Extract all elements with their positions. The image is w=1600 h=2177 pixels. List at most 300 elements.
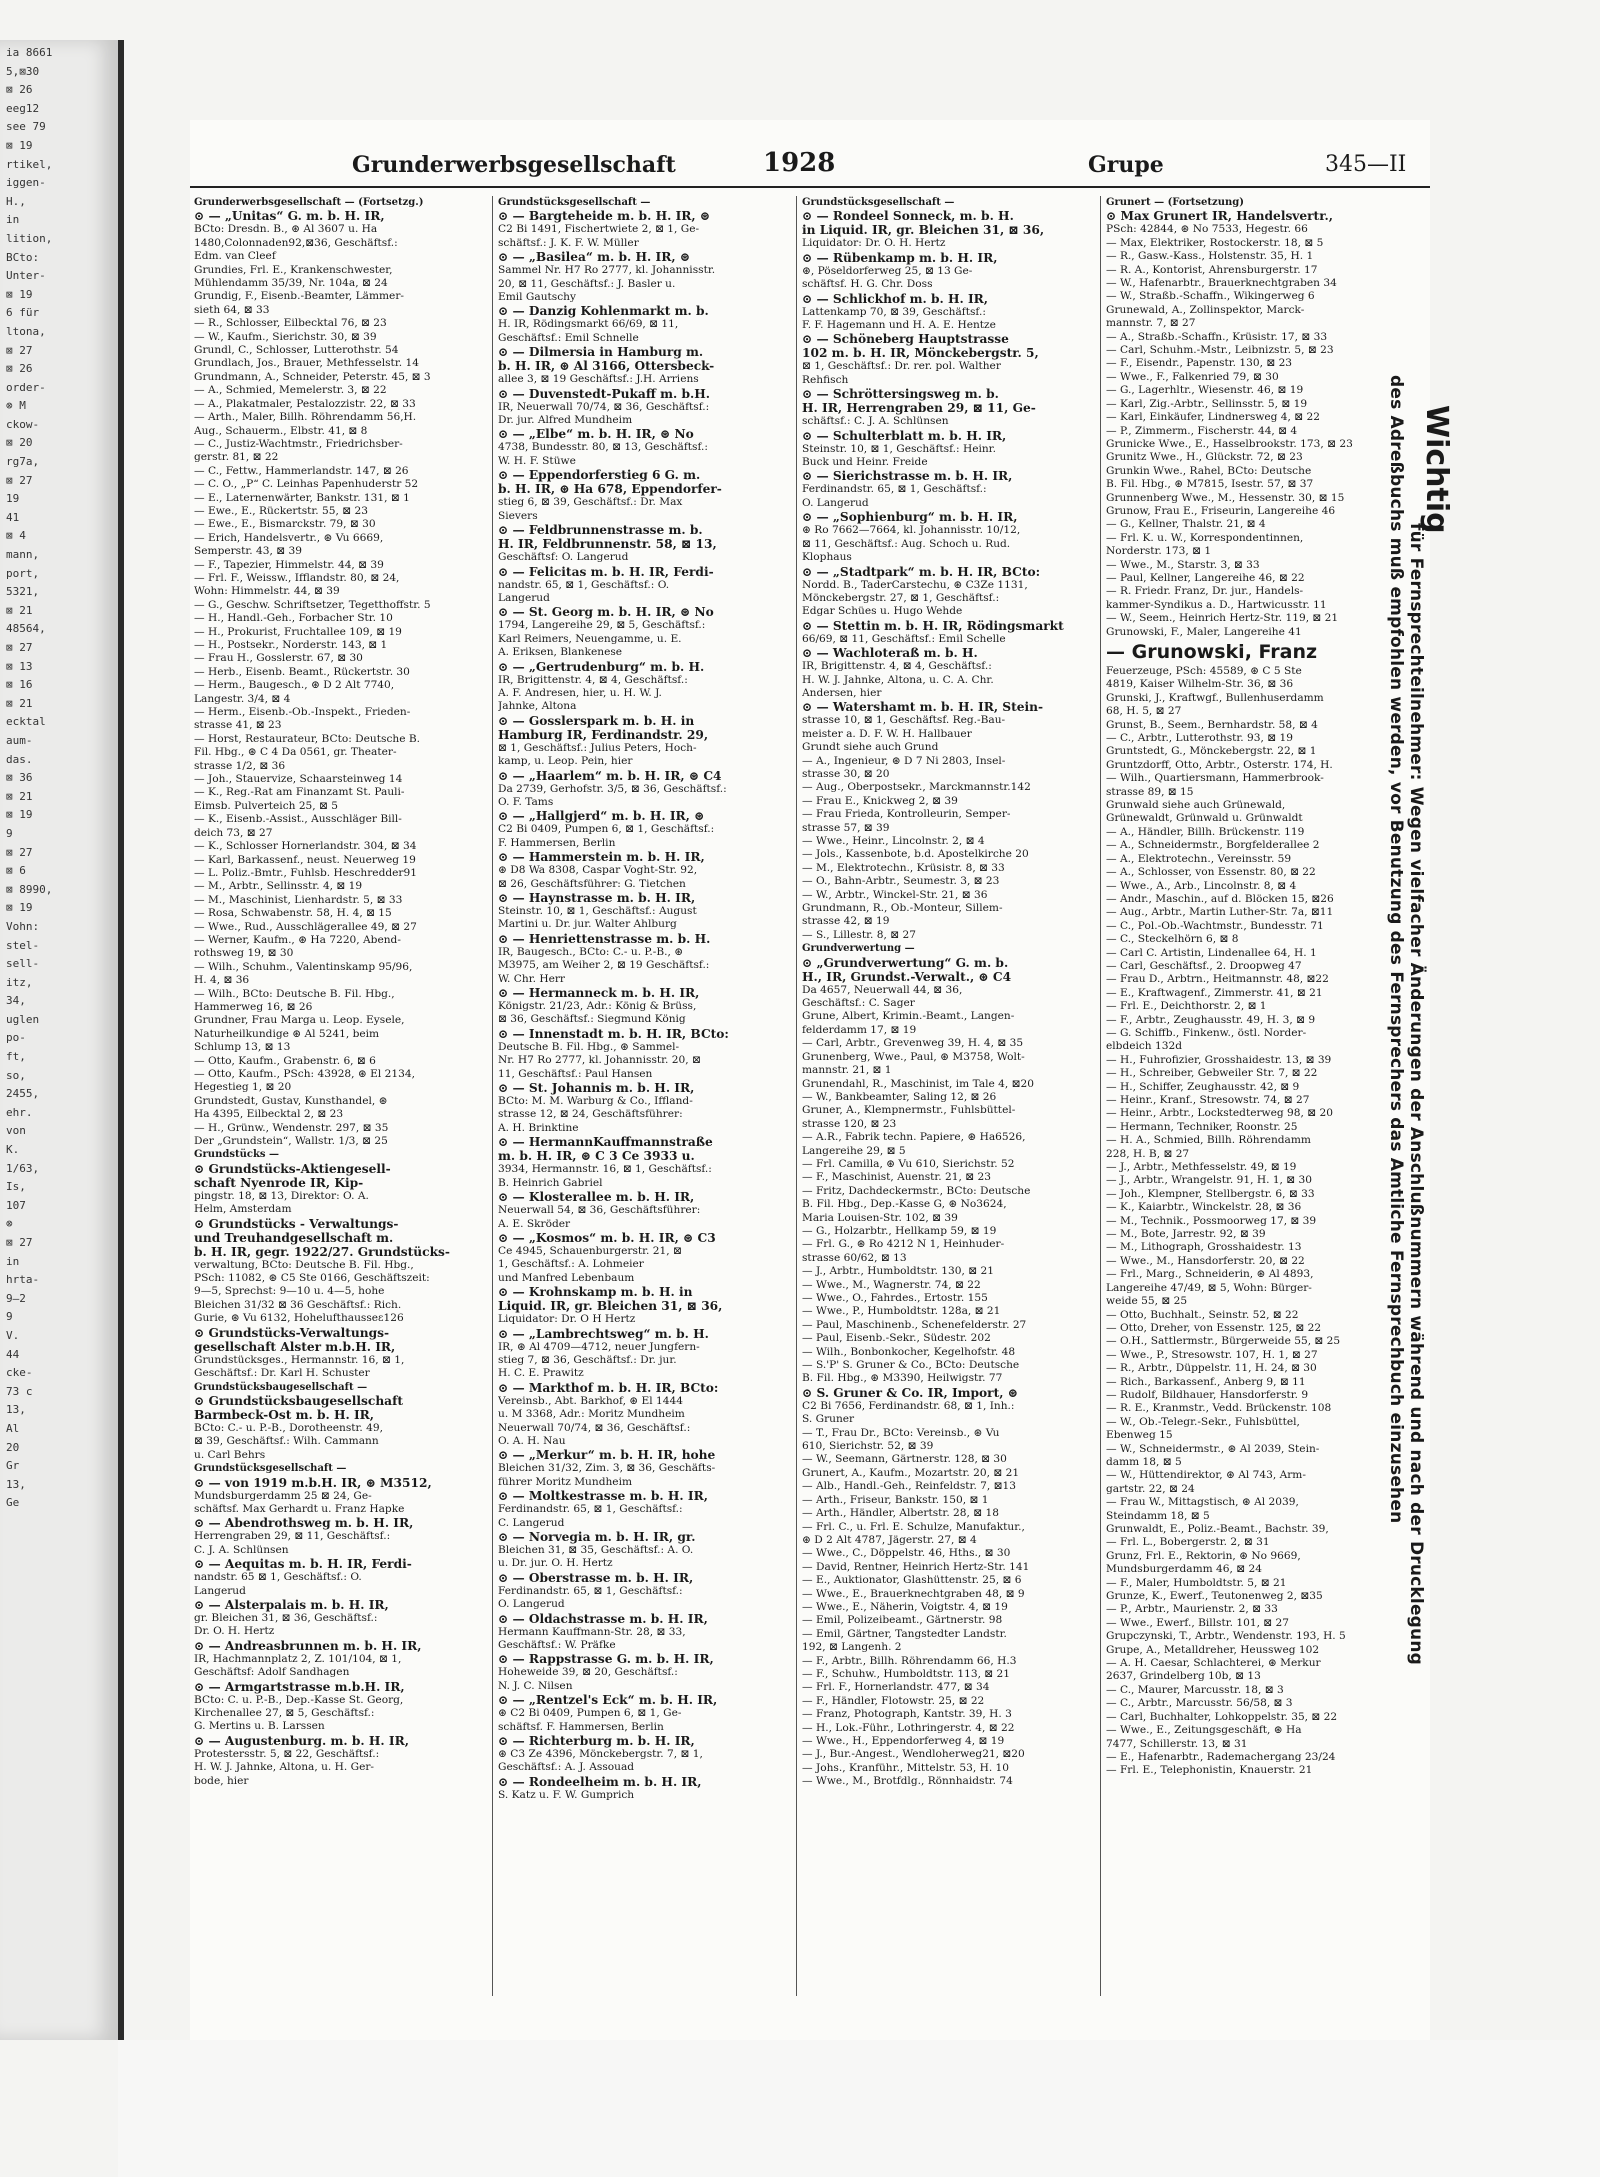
entry-line: Grundstücksges., Hermannstr. 16, ⊠ 1, xyxy=(194,1353,405,1366)
entry-heading: ⊙ — „Sophienburg“ m. b. H. IR, xyxy=(802,510,1018,525)
gutter-fragment: lition, xyxy=(6,231,53,245)
entry-line: — Karl, Einkäufer, Lindnersweg 4, ⊠ 22 xyxy=(1106,411,1321,424)
entry-heading: ⊙ — St. Johannis m. b. H. IR, xyxy=(498,1081,695,1096)
entry-heading: ⊙ — von 1919 m.b.H. IR, ⊛ M3512, xyxy=(194,1475,432,1490)
entry-heading: ⊙ — „Gertrudenburg“ m. b. H. xyxy=(498,659,705,674)
entry-heading: in Liquid. IR, gr. Bleichen 31, ⊠ 36, xyxy=(802,223,1045,238)
section-header: Grundstücksgesellschaft — xyxy=(802,197,955,208)
entry-line: — A., Straßb.-Schaffn., Krüsistr. 17, ⊠ 33 xyxy=(1106,330,1328,343)
gutter-fragment: see 79 xyxy=(6,120,46,134)
entry-line: H. 4, ⊠ 36 xyxy=(194,974,250,987)
entry-line: — C., Steckelhörn 6, ⊠ 8 xyxy=(1106,933,1239,946)
entry-line: deich 73, ⊠ 27 xyxy=(194,826,273,839)
entry-line: Grunicke Wwe., E., Hasselbrookstr. 173, ⊠ 23 xyxy=(1106,437,1353,450)
entry-line: — Wwe., M., Brotfdlg., Rönnhaidstr. 74 xyxy=(802,1775,1013,1788)
entry-line: ⊛ D8 Wa 8308, Caspar Voght-Str. 92, xyxy=(498,864,698,877)
entry-line: — H., Grünw., Wendenstr. 297, ⊠ 35 xyxy=(194,1121,389,1134)
entry-line: — W., Hüttendirektor, ⊛ Al 743, Arm- xyxy=(1106,1469,1306,1482)
entry-line: Steinstr. 10, ⊠ 1, Geschäftsf.: August xyxy=(498,905,697,917)
entry-heading: 102 m. b. H. IR, Mönckebergstr. 5, xyxy=(802,346,1039,361)
entry-line: — Heinr., Kranf., Stresowstr. 74, ⊠ 27 xyxy=(1106,1094,1310,1106)
entry-line: Hermann Kauffmann-Str. 28, ⊠ 33, xyxy=(498,1625,686,1638)
entry-line: 66/69, ⊠ 11, Geschäftsf.: Emil Schelle xyxy=(802,632,1006,645)
entry-line: Rehfisch xyxy=(802,373,849,386)
entry-line: M3975, am Weiher 2, ⊠ 19 Geschäftsf.: xyxy=(498,959,710,972)
entry-line: Neuerwall 54, ⊠ 36, Geschäftsführer: xyxy=(498,1204,701,1217)
entry-line: gr. Bleichen 31, ⊠ 36, Geschäftsf.: xyxy=(194,1611,378,1624)
running-head xyxy=(190,142,1430,182)
entry-line: — A., Schneidermstr., Borgfelderallee 2 xyxy=(1106,839,1320,852)
entry-line: — C., Arbtr., Lutterothstr. 93, ⊠ 19 xyxy=(1106,732,1293,745)
entry-line: — Joh., Stauervize, Schaarsteinweg 14 xyxy=(194,773,403,786)
gutter-fragment: rtikel, xyxy=(6,157,53,171)
entry-line: — H., Prokurist, Fruchtallee 109, ⊠ 19 xyxy=(194,625,402,638)
section-header: Grunert — (Fortsetzung) xyxy=(1106,197,1244,208)
entry-line: strasse 57, ⊠ 39 xyxy=(802,821,890,834)
running-head-center: Grupe xyxy=(1088,152,1164,178)
gutter-fragment: ⊠ 6 xyxy=(6,864,26,878)
entry-line: ⊠ 11, Geschäftsf.: Aug. Schoch u. Rud. xyxy=(802,537,1011,550)
entry-line: Aug., Schauerm., Elbstr. 41, ⊠ 8 xyxy=(194,424,368,437)
entry-line: Grundmann, R., Ob.-Monteur, Sillem- xyxy=(802,902,1003,915)
entry-line: — J., Bur.-Angest., Wendloherweg21, ⊠20 xyxy=(802,1748,1025,1761)
entry-line: — F., Arbtr., Zeughausstr. 49, H. 3, ⊠ 9 xyxy=(1106,1013,1316,1026)
gutter-fragment: ⊠ 36 xyxy=(6,771,33,785)
entry-heading: ⊙ — Oberstrasse m. b. H. IR, xyxy=(498,1570,694,1585)
entry-line: elbdeich 132d xyxy=(1106,1040,1183,1053)
entry-line: 68, H. 5, ⊠ 27 xyxy=(1106,705,1182,718)
entry-line: IR, Neuerwall 70/74, ⊠ 36, Geschäftsf.: xyxy=(498,400,710,413)
entry-line: — H. A., Schmied, Billh. Röhrendamm xyxy=(1106,1134,1311,1147)
entry-line: — Carl, Arbtr., Grevenweg 39, H. 4, ⊠ 35 xyxy=(802,1037,1024,1050)
entry-line: mannstr. 7, ⊠ 27 xyxy=(1106,317,1196,330)
gutter-fragment: ⊠ 27 xyxy=(6,1236,33,1249)
entry-line: — Otto, Kaufm., PSch: 43928, ⊛ El 2134, xyxy=(194,1068,415,1080)
entry-line: Langerud xyxy=(498,591,550,604)
entry-line: — Carl C. Artistin, Lindenallee 64, H. 1 xyxy=(1106,946,1317,959)
entry-line: Grune, Albert, Krimin.-Beamt., Langen- xyxy=(802,1010,1015,1023)
entry-line: — Frau Frieda, Kontrolleurin, Semper- xyxy=(802,808,1011,821)
entry-heading: b. H. IR, ⊛ Al 3166, Ottersbeck- xyxy=(498,359,715,374)
entry-line: — Wwe., A., Arb., Lincolnstr. 8, ⊠ 4 xyxy=(1106,879,1297,892)
entry-heading: Barmbeck-Ost m. b. H. IR, xyxy=(194,1407,375,1422)
gutter-fragment: iggen- xyxy=(6,176,46,190)
entry-line: — Andr., Maschin., auf d. Blöcken 15, ⊠26 xyxy=(1106,892,1334,905)
entry-line: ⊛ C3 Ze 4396, Mönckebergstr. 7, ⊠ 1, xyxy=(498,1748,703,1761)
gutter-fragment: hrta- xyxy=(6,1273,40,1287)
entry-heading: m. b. H. IR, ⊛ C 3 Ce 3933 u. xyxy=(498,1149,695,1164)
entry-heading: ⊙ Grundstücks - Verwaltungs- xyxy=(194,1216,399,1231)
entry-line: — Wwe., P., Humboldtstr. 128a, ⊠ 21 xyxy=(802,1305,1001,1318)
entry-heading: Hamburg IR, Ferdinandstr. 29, xyxy=(498,727,709,742)
entry-line: — R. A., Kontorist, Ahrensburgerstr. 17 xyxy=(1106,263,1318,276)
entry-line: — A.R., Fabrik techn. Papiere, ⊛ Ha6526, xyxy=(802,1131,1026,1144)
gutter-fragment: 9 xyxy=(6,1310,13,1324)
entry-line: — Wilh., Bonbonkocher, Kegelhofstr. 48 xyxy=(802,1345,1016,1358)
entry-line: — Wwe., Ewerf., Billstr. 101, ⊠ 27 xyxy=(1106,1616,1290,1629)
entry-line: strasse 42, ⊠ 19 xyxy=(802,915,890,928)
entry-line: Bleichen 31/32, Zim. 3, ⊠ 36, Geschäfts- xyxy=(498,1462,716,1475)
entry-line: Langerud xyxy=(194,1584,246,1597)
entry-line: — F., Händler, Flotowstr. 25, ⊠ 22 xyxy=(802,1694,985,1707)
gutter-fragment: ⊠ 19 xyxy=(6,138,33,152)
entry-line: — Wilh., Quartiersmann, Hammerbrook- xyxy=(1106,772,1324,785)
entry-line: H. W. J. Jahnke, Altona, u. H. Ger- xyxy=(194,1761,374,1774)
section-header: Grundstücksgesellschaft — xyxy=(194,1463,347,1475)
entry-line: — H., Handl.-Geh., Forbacher Str. 10 xyxy=(194,612,393,625)
entry-line: — C., Pol.-Ob.-Wachtmstr., Bundesstr. 71 xyxy=(1106,919,1324,932)
entry-line: IR, ⊛ Al 4709—4712, neuer Jungfern- xyxy=(498,1340,700,1353)
entry-line: Naturheilkundige ⊛ Al 5241, beim xyxy=(194,1027,380,1040)
entry-line: — F., Arbtr., Billh. Röhrendamm 66, H.3 xyxy=(802,1654,1017,1667)
entry-line: — M., Arbtr., Sellinsstr. 4, ⊠ 19 xyxy=(194,880,363,893)
gutter-fragment: ⊠ 26 xyxy=(6,83,33,97)
entry-line: — A., Ingenieur, ⊛ D 7 Ni 2803, Insel- xyxy=(802,754,1006,767)
entry-heading: ⊙ — Richterburg m. b. H. IR, xyxy=(498,1734,695,1749)
entry-line: W. Chr. Herr xyxy=(498,972,565,985)
entry-line: Geschäftsf.: W. Präfke xyxy=(498,1639,616,1652)
notice-line-2: des Adreßbuchs muß empfohlen werden, vor Benutzung des Fernsprechers das Amtliche Fernsprechbuch einzusehen xyxy=(1386,375,1406,1524)
gutter-fragment: port, xyxy=(6,566,40,580)
entry-line: — Rosa, Schwabenstr. 58, H. 4, ⊠ 15 xyxy=(194,907,392,920)
entry-heading: ⊙ — Schöneberg Hauptstrasse xyxy=(802,332,1009,347)
entry-line: Edm. van Cleef xyxy=(194,250,276,263)
entry-line: — Wwe., P., Stresowstr. 107, H. 1, ⊠ 27 xyxy=(1106,1348,1318,1361)
entry-line: Ce 4945, Schauenburgerstr. 21, ⊠ xyxy=(498,1244,682,1257)
entry-heading: ⊙ — Oldachstrasse m. b. H. IR, xyxy=(498,1611,708,1626)
gutter-fragment: eeg12 xyxy=(6,101,40,115)
entry-line: O. Langerud xyxy=(802,496,869,509)
entry-line: Grünewaldt, Grünwald u. Grünwaldt xyxy=(1106,812,1303,825)
entry-line: Dr. jur. Alfred Mundheim xyxy=(498,414,633,427)
entry-line: schäftsf. Max Gerhardt u. Franz Hapke xyxy=(194,1502,405,1515)
gutter-fragment: ⊠ 26 xyxy=(6,362,33,376)
entry-line: — R., Schlosser, Eilbecktal 76, ⊠ 23 xyxy=(194,317,387,330)
gutter-fragment: K. xyxy=(6,1143,20,1157)
entry-line: Grupczynski, T., Arbtr., Wendenstr. 193, H. 5 xyxy=(1106,1630,1346,1643)
entry-line: A. F. Andresen, hier, u. H. W. J. xyxy=(498,686,662,699)
gutter-fragment: ⊠ 4 xyxy=(6,529,26,543)
entry-line: — Wwe., M., Hansdorferstr. 20, ⊠ 22 xyxy=(1106,1254,1305,1267)
entry-line: Martini u. Dr. jur. Walter Ahlburg xyxy=(498,918,677,931)
entry-line: — Frau H., Gosslerstr. 67, ⊠ 30 xyxy=(194,652,363,665)
entry-line: Grunert, A., Kaufm., Mozartstr. 20, ⊠ 21 xyxy=(802,1466,1020,1479)
entry-line: Protestersstr. 5, ⊠ 22, Geschäftsf.: xyxy=(194,1747,380,1760)
entry-line: Bleichen 31, ⊠ 35, Geschäftsf.: A. O. xyxy=(498,1544,694,1556)
entry-line: — H., Schiffer, Zeughausstr. 42, ⊠ 9 xyxy=(1106,1080,1300,1093)
column-1 xyxy=(194,196,486,2026)
entry-line: — G. Schiffb., Finkenw., östl. Norder- xyxy=(1106,1026,1307,1039)
entry-line: kamp, u. Leop. Pein, hier xyxy=(498,755,633,768)
entry-line: — Wwe., M., Starstr. 3, ⊠ 33 xyxy=(1106,558,1260,571)
entry-line: Grundlach, Jos., Brauer, Methfesselstr. 14 xyxy=(194,357,419,370)
entry-line: ⊠ 1, Geschäftsf.: Julius Peters, Hoch- xyxy=(498,741,697,754)
entry-heading: ⊙ Grundstücks-Verwaltungs- xyxy=(194,1325,390,1340)
entry-heading: ⊙ — „Stadtpark“ m. b. H. IR, BCto: xyxy=(802,564,1041,579)
gutter-fragment: Al xyxy=(6,1421,20,1435)
entry-line: Maria Louisen-Str. 102, ⊠ 39 xyxy=(802,1211,958,1224)
gutter-fragment: V. xyxy=(6,1328,20,1342)
entry-line: — Rich., Barkassenf., Anberg 9, ⊠ 11 xyxy=(1106,1375,1306,1388)
entry-line: — Carl, Geschäftsf., 2. Droopweg 47 xyxy=(1106,959,1302,972)
entry-line: — Jols., Kassenbote, b.d. Apostelkirche 20 xyxy=(802,848,1029,861)
entry-line: ⊛ Ro 7662—7664, kl. Johannisstr. 10/12, xyxy=(802,524,1021,537)
entry-line: Liquidator: Dr. O H Hertz xyxy=(498,1313,636,1326)
entry-line: — Paul, Kellner, Langereihe 46, ⊠ 22 xyxy=(1106,571,1305,584)
entry-line: — E., Hafenarbtr., Rademachergang 23/24 xyxy=(1106,1750,1336,1763)
entry-line: — A., Schmied, Memelerstr. 3, ⊠ 22 xyxy=(194,384,387,397)
entry-line: Grunwald siehe auch Grünewald, xyxy=(1106,799,1286,812)
entry-line: IR, Baugesch., BCto: C.- u. P.-B., ⊛ xyxy=(498,945,684,958)
gutter-fragment: 107 xyxy=(6,1198,26,1212)
entry-line: N. J. C. Nilsen xyxy=(498,1679,573,1692)
entry-line: — W., Straßb.-Schaffn., Wikingerweg 6 xyxy=(1106,290,1315,303)
gutter-fragment: 5,⊠30 xyxy=(6,64,40,78)
entry-line: — Aug., Oberpostsekr., Marckmannstr.142 xyxy=(802,781,1031,794)
entry-heading: ⊙ — Rappstrasse G. m. b. H. IR, xyxy=(498,1652,714,1667)
entry-line: Grunenberg, Wwe., Paul, ⊛ M3758, Wolt- xyxy=(802,1050,1025,1063)
gutter-fragment: 1/63, xyxy=(6,1161,40,1175)
column-4 xyxy=(1106,196,1402,2026)
entry-line: BCto: C.- u. P.-B., Dorotheenstr. 49, xyxy=(194,1421,384,1434)
entry-line: weide 55, ⊠ 25 xyxy=(1106,1295,1188,1308)
entry-line: 1, Geschäftsf.: A. Lohmeier xyxy=(498,1258,644,1271)
entry-line: — Otto, Dreher, von Essenstr. 125, ⊠ 22 xyxy=(1106,1321,1322,1334)
entry-line: Ferdinandstr. 65, ⊠ 1, Geschäftsf.: xyxy=(498,1584,683,1597)
entry-line: Geschäftsf: Adolf Sandhagen xyxy=(194,1666,350,1679)
entry-line: damm 18, ⊠ 5 xyxy=(1106,1455,1182,1468)
entry-line: — Frl. E., Deichthorstr. 2, ⊠ 1 xyxy=(1106,1000,1267,1013)
entry-line: — W., Ob.-Telegr.-Sekr., Fuhlsbüttel, xyxy=(1106,1415,1300,1428)
entry-line: stieg 6, ⊠ 39, Geschäftsf.: Dr. Max xyxy=(498,496,683,509)
entry-line: — C., Maurer, Marcusstr. 18, ⊠ 3 xyxy=(1106,1683,1284,1696)
entry-line: ⊠ 36, Geschäftsf.: Siegmund König xyxy=(498,1013,686,1026)
entry-line: — P., Arbtr., Maurienstr. 2, ⊠ 33 xyxy=(1106,1603,1278,1616)
entry-line: A. Eriksen, Blankenese xyxy=(498,646,623,659)
entry-line: Grundt siehe auch Grund xyxy=(802,741,939,754)
entry-line: ⊛ D 2 Alt 4787, Jägerstr. 27, ⊠ 4 xyxy=(802,1533,977,1546)
entry-heading: ⊙ — Innenstadt m. b. H. IR, BCto: xyxy=(498,1026,729,1041)
entry-line: Gruntzdorff, Otto, Arbtr., Osterstr. 174, H. xyxy=(1106,758,1333,771)
entry-line: strasse 41, ⊠ 23 xyxy=(194,719,282,732)
entry-heading: ⊙ — Norvegia m. b. H. IR, gr. xyxy=(498,1530,696,1544)
gutter-fragment: 6 für xyxy=(6,306,40,320)
entry-line: H. IR, Rödingsmarkt 66/69, ⊠ 11, xyxy=(498,318,679,331)
entry-line: — E., Kraftwagenf., Zimmerstr. 41, ⊠ 21 xyxy=(1106,986,1323,999)
column-divider xyxy=(1100,196,1101,1996)
gutter-fragment: 41 xyxy=(6,510,20,524)
entry-line: — Hermann, Techniker, Roonstr. 25 xyxy=(1106,1120,1298,1133)
entry-line: mannstr. 21, ⊠ 1 xyxy=(802,1064,892,1077)
entry-line: — L. Poliz.-Bmtr., Fuhlsb. Heschredder91 xyxy=(194,866,417,879)
gutter-text-fragments xyxy=(0,40,118,1513)
running-head-year: 1928 xyxy=(763,148,836,178)
entry-heading: H. IR, Herrengraben 29, ⊠ 11, Ge- xyxy=(802,401,1036,416)
entry-line: — Carl, Schuhm.-Mstr., Leibnizstr. 5, ⊠ 23 xyxy=(1106,344,1334,357)
gutter-fragment: Is, xyxy=(6,1180,26,1194)
entry-line: — Wwe., E., Näherin, Voigtstr. 4, ⊠ 19 xyxy=(802,1600,1008,1613)
gutter-fragment: ft, xyxy=(6,1050,26,1064)
entry-line: — H., Fuhrofizier, Grosshaidestr. 13, ⊠ 39 xyxy=(1106,1053,1332,1066)
page-bottom-margin xyxy=(118,2040,1600,2177)
gutter-fragment: 5321, xyxy=(6,585,40,599)
entry-line: C. Langerud xyxy=(498,1516,565,1529)
gutter-fragment: Gr xyxy=(6,1459,20,1473)
entry-line: Grunewald, A., Zollinspektor, Marck- xyxy=(1106,303,1305,316)
entry-line: — O., Bahn-Arbtr., Seumestr. 3, ⊠ 23 xyxy=(802,875,1000,888)
gutter-fragment: ⊠ 19 xyxy=(6,287,33,301)
entry-line: — Frl. G., ⊛ Ro 4212 N 1, Heinhuder- xyxy=(802,1238,1005,1251)
entry-line: Mühlendamm 35/39, Nr. 104a, ⊠ 24 xyxy=(194,277,388,290)
entry-line: nandstr. 65 ⊠ 1, Geschäftsf.: O. xyxy=(194,1571,362,1584)
entry-line: — Aug., Arbtr., Martin Luther-Str. 7a, ⊠11 xyxy=(1106,906,1334,919)
entry-heading: ⊙ — „Unitas“ G. m. b. H. IR, xyxy=(194,209,385,224)
gutter-fragment: so, xyxy=(6,1068,26,1082)
entry-heading: ⊙ — Schröttersingsweg m. b. xyxy=(802,387,999,402)
section-header: Grundstücksbaugesellschaft — xyxy=(194,1381,368,1393)
entry-heading: ⊙ — Markthof m. b. H. IR, BCto: xyxy=(498,1380,719,1395)
entry-line: — T., Frau Dr., BCto: Vereinsb., ⊛ Vu xyxy=(802,1426,1000,1439)
gutter-fragment: ⊠ 8990, xyxy=(6,882,53,896)
gutter-fragment: ⊠ 19 xyxy=(6,901,33,915)
entry-line: — P., Zimmerm., Fischerstr. 44, ⊠ 4 xyxy=(1106,424,1298,437)
entry-line: Grunowski, F., Maler, Langereihe 41 xyxy=(1106,625,1302,638)
entry-line: — Wwe., E., Zeitungsgeschäft, ⊛ Ha xyxy=(1106,1724,1302,1737)
entry-line: — Frau D., Arbtrn., Heitmannstr. 48, ⊠22 xyxy=(1106,973,1329,986)
entry-line: B. Fil. Hbg., ⊛ M3390, Heilwigstr. 77 xyxy=(802,1372,1003,1385)
entry-heading: ⊙ — „Lambrechtsweg“ m. b. H. xyxy=(498,1326,709,1341)
entry-line: — Ewe., E., Bismarckstr. 79, ⊠ 30 xyxy=(194,518,376,531)
gutter-fragment: itz, xyxy=(6,975,33,989)
entry-line: Gruner, A., Klempnermstr., Fuhlsbüttel- xyxy=(802,1104,1016,1117)
entry-line: F. F. Hagemann und H. A. E. Hentze xyxy=(802,319,996,332)
entry-line: — Wwe., E., Brauerknechtgraben 48, ⊠ 9 xyxy=(802,1587,1025,1600)
entry-line: Sammel Nr. H7 Ro 2777, kl. Johannisstr. xyxy=(498,264,716,277)
gutter-fragment: 48564, xyxy=(6,622,46,636)
entry-line: Grunnenberg Wwe., M., Hessenstr. 30, ⊠ 15 xyxy=(1106,491,1345,504)
entry-line: 11, Geschäftsf.: Paul Hansen xyxy=(498,1067,653,1080)
entry-line: — Wwe., Heinr., Lincolnstr. 2, ⊠ 4 xyxy=(802,835,985,847)
entry-line: — Frau W., Mittagstisch, ⊛ Al 2039, xyxy=(1106,1496,1299,1509)
entry-line: IR, Brigittenstr. 4, ⊠ 4, Geschäftsf.: xyxy=(802,660,992,673)
notice-heading: Wichtig xyxy=(1419,405,1454,534)
entry-line: — Karl, Barkassenf., neust. Neuerweg 19 xyxy=(194,853,416,866)
directory-page xyxy=(190,120,1454,2040)
entry-line: — K., Reg.-Rat am Finanzamt St. Pauli- xyxy=(194,786,405,799)
entry-line: — Paul, Eisenb.-Sekr., Südestr. 202 xyxy=(802,1332,991,1345)
entry-line: Hegestieg 1, ⊠ 20 xyxy=(194,1081,292,1094)
entry-line: — Johs., Kranführ., Mittelstr. 53, H. 10 xyxy=(802,1761,1010,1774)
entry-heading: ⊙ — HermannKauffmannstraße xyxy=(498,1135,713,1150)
entry-line: Grunendahl, R., Maschinist, im Tale 4, ⊠20 xyxy=(802,1077,1034,1090)
entry-line: Langestr. 3/4, ⊠ 4 xyxy=(194,692,291,705)
entry-line: Grunst, B., Seem., Bernhardstr. 58, ⊠ 4 xyxy=(1106,718,1318,731)
gutter-fragment: 34, xyxy=(6,994,26,1008)
entry-line: A. H. Brinktine xyxy=(498,1121,579,1134)
entry-line: Nr. H7 Ro 2777, kl. Johannisstr. 20, ⊠ xyxy=(498,1054,701,1067)
entry-line: Ebenweg 15 xyxy=(1106,1429,1173,1442)
entry-line: Buck und Heinr. Freide xyxy=(802,456,928,469)
gutter-fragment: ⊠ 13 xyxy=(6,659,33,673)
entry-line: — Wwe., C., Döppelstr. 46, Hths., ⊠ 30 xyxy=(802,1547,1011,1560)
gutter-fragment: rg7a, xyxy=(6,455,40,469)
entry-heading: ⊙ — Haynstrasse m. b. H. IR, xyxy=(498,891,696,905)
entry-line: — F., Maler, Humboldtstr. 5, ⊠ 21 xyxy=(1106,1576,1287,1589)
entry-line: — O.H., Sattlermstr., Bürgerweide 55, ⊠ 25 xyxy=(1106,1335,1341,1348)
entry-line: Grunitz Wwe., H., Glückstr. 72, ⊠ 23 xyxy=(1106,451,1303,464)
entry-line: 4819, Kaiser Wilhelm-Str. 36, ⊠ 36 xyxy=(1106,678,1294,691)
section-header: Grunderwerbsgesellschaft — (Fortsetzg.) xyxy=(194,197,424,208)
entry-heading: ⊙ — „Hallgjerd“ m. b. H. IR, ⊛ xyxy=(498,809,705,824)
entry-heading: ⊙ — Moltkestrasse m. b. H. IR, xyxy=(498,1489,708,1504)
entry-line: — F., Eisendr., Papenstr. 130, ⊠ 23 xyxy=(1106,357,1293,370)
entry-line: H. W. J. Jahnke, Altona, u. C. A. Chr. xyxy=(802,673,994,686)
gutter-fragment: ⊠ 27 xyxy=(6,845,33,859)
entry-line: — Alb., Handl.-Geh., Reinfeldstr. 7, ⊠13 xyxy=(802,1480,1017,1493)
gutter-fragment: in xyxy=(6,1254,20,1268)
entry-line: Liquidator: Dr. O. H. Hertz xyxy=(802,237,946,250)
entry-line: Grundstedt, Gustav, Kunsthandel, ⊛ xyxy=(194,1094,388,1107)
gutter-fragment: in xyxy=(6,213,20,227)
entry-line: — G., Lagerhltr., Wiesenstr. 46, ⊠ 19 xyxy=(1106,384,1304,397)
entry-heading: ⊙ — „Merkur“ m. b. H. IR, hohe xyxy=(498,1448,716,1463)
entry-line: 3934, Hermannstr. 16, ⊠ 1, Geschäftsf.: xyxy=(498,1163,712,1176)
entry-heading: b. H. IR, gegr. 1922/27. Grundstücks- xyxy=(194,1244,450,1259)
entry-heading: gesellschaft Alster m.b.H. IR, xyxy=(194,1339,396,1354)
entry-line: Edgar Schües u. Hugo Wehde xyxy=(802,605,963,618)
entry-line: — Frl. K. u. W., Korrespondentinnen, xyxy=(1106,531,1304,544)
entry-line: 1794, Langereihe 29, ⊠ 5, Geschäftsf.: xyxy=(498,619,706,632)
entry-line: Geschäftsf: O. Langerud xyxy=(498,551,629,564)
gutter-fragment: ia 8661 xyxy=(6,46,53,59)
entry-line: schäftsf.: C. J. A. Schlünsen xyxy=(802,415,949,428)
gutter-fragment: H., xyxy=(6,194,26,208)
entry-line: Grundig, F., Eisenb.-Beamter, Lämmer- xyxy=(194,290,404,303)
entry-heading: ⊙ „Grundverwertung“ G. m. b. xyxy=(802,955,1009,970)
entry-line: — W., Seemann, Gärtnerstr. 128, ⊠ 30 xyxy=(802,1453,1007,1466)
entry-line: — M., Technik., Possmoorweg 17, ⊠ 39 xyxy=(1106,1214,1317,1227)
entry-line: — Wwe., H., Eppendorferweg 4, ⊠ 19 xyxy=(802,1735,1005,1747)
entry-line: Feuerzeuge, PSch: 45589, ⊛ C 5 Ste xyxy=(1106,665,1302,677)
entry-line: Grunze, K., Ewerf., Teutonenweg 2, ⊠35 xyxy=(1106,1590,1323,1603)
entry-line: strasse 60/62, ⊠ 13 xyxy=(802,1251,907,1264)
gutter-fragment: Unter- xyxy=(6,269,46,283)
entry-line: 1480,Colonnaden92,⊠36, Geschäftsf.: xyxy=(194,236,398,249)
entry-line: — W., Hafenarbtr., Brauerknechtgraben 34 xyxy=(1106,277,1337,290)
entry-heading: ⊙ — Feldbrunnenstrasse m. b. xyxy=(498,523,703,538)
entry-heading: ⊙ — Hammerstein m. b. H. IR, xyxy=(498,850,705,865)
entry-line: bode, hier xyxy=(194,1774,249,1787)
entry-line: — W., Kaufm., Sierichstr. 30, ⊠ 39 xyxy=(194,330,377,343)
entry-heading: ⊙ — Bargteheide m. b. H. IR, ⊛ xyxy=(498,209,711,224)
entry-line: — Herm., Eisenb.-Ob.-Inspekt., Frieden- xyxy=(194,706,411,719)
entry-line: B. Fil. Hbg., Dep.-Kasse G, ⊛ No3624, xyxy=(802,1198,1007,1211)
entry-line: — H., Postsekr., Norderstr. 143, ⊠ 1 xyxy=(194,639,388,651)
entry-heading: ⊙ — Sierichstrasse m. b. H. IR, xyxy=(802,469,1013,484)
entry-line: — A., Plakatmaler, Pestalozzistr. 22, ⊠ 33 xyxy=(194,397,416,410)
entry-line: Ferdinandstr. 65, ⊠ 1, Geschäftsf.: xyxy=(498,1503,683,1516)
entry-line: Lattenkamp 70, ⊠ 39, Geschäftsf.: xyxy=(802,305,986,318)
gutter-fragment: ⊠ 27 xyxy=(6,343,33,357)
entry-heading: ⊙ — Danzig Kohlenmarkt m. b. xyxy=(498,304,709,319)
entry-line: — Fritz, Dachdeckermstr., BCto: Deutsche xyxy=(802,1184,1031,1197)
entry-line: Grundmann, A., Schneider, Peterstr. 45, ⊠ 3 xyxy=(194,370,431,383)
entry-line: Gurie, ⊛ Vu 6132, Hohelufthausseε126 xyxy=(194,1312,404,1325)
gutter-fragment: po- xyxy=(6,1031,26,1045)
entry-heading: ⊙ — „Rentzel's Eck“ m. b. H. IR, xyxy=(498,1693,718,1708)
entry-line: — A. H. Caesar, Schlachterei, ⊛ Merkur xyxy=(1106,1657,1321,1670)
entry-line: — S.'P' S. Gruner & Co., BCto: Deutsche xyxy=(802,1359,1020,1372)
